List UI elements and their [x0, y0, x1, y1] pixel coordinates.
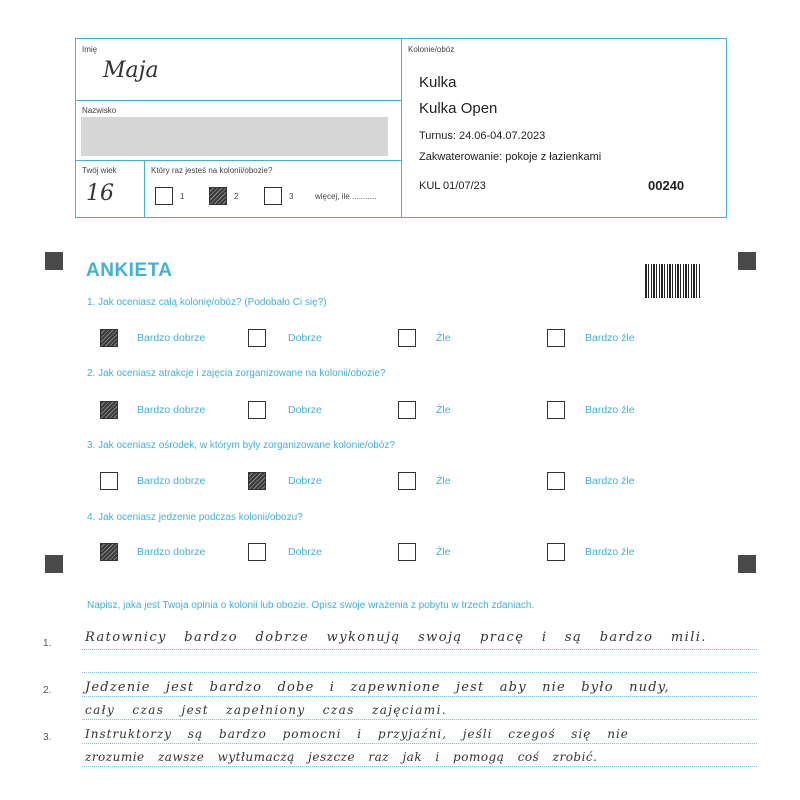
- q2-checkbox-bardzo-zle[interactable]: [547, 401, 565, 419]
- opinion-rule-1: [82, 649, 757, 650]
- header-divider-vertical: [401, 38, 402, 218]
- q4-label-bardzo-zle: Bardzo źle: [585, 546, 635, 558]
- opinion-number-1: 1.: [43, 638, 52, 649]
- registration-mark-bottom-left: [45, 555, 63, 573]
- q3-checkbox-bardzo-dobrze[interactable]: [100, 472, 118, 490]
- question-1: 1. Jak oceniasz całą kolonię/obóz? (Podobało Ci się?): [87, 297, 327, 308]
- registration-mark-top-left: [45, 252, 63, 270]
- opinion-number-2: 2.: [43, 685, 52, 696]
- visit-checkbox-3[interactable]: [264, 187, 282, 205]
- header-divider-h1: [75, 100, 401, 101]
- last-name-label: Nazwisko: [82, 106, 117, 115]
- q3-checkbox-bardzo-zle[interactable]: [547, 472, 565, 490]
- barcode: [645, 264, 701, 298]
- opinion-rule-4: [82, 719, 757, 720]
- visit-checkbox-2[interactable]: [209, 187, 227, 205]
- accommodation-row: [419, 151, 601, 163]
- q1-checkbox-zle[interactable]: [398, 329, 416, 347]
- q3-label-zle: Źle: [436, 475, 451, 487]
- turnus-label: Turnus:: [419, 130, 456, 142]
- visit-option-more: więcej, ile ...........: [315, 192, 377, 201]
- q2-label-bardzo-zle: Bardzo źle: [585, 404, 635, 416]
- q4-checkbox-bardzo-dobrze[interactable]: [100, 543, 118, 561]
- q2-label-bardzo-dobrze: Bardzo dobrze: [137, 404, 206, 416]
- q1-label-bardzo-zle: Bardzo źle: [585, 332, 635, 344]
- opinion-handwriting-line-3: cały czas jest zapełniony czas zajęciami.: [85, 703, 448, 717]
- q4-label-bardzo-dobrze: Bardzo dobrze: [137, 546, 206, 558]
- visit-checkbox-1[interactable]: [155, 187, 173, 205]
- opinion-rule-6: [82, 766, 757, 767]
- header-divider-h2: [75, 160, 401, 161]
- q2-checkbox-bardzo-dobrze[interactable]: [100, 401, 118, 419]
- survey-title: ANKIETA: [86, 260, 173, 281]
- opinion-number-3: 3.: [43, 732, 52, 743]
- q4-label-zle: Źle: [436, 546, 451, 558]
- turnus-value: 24.06-04.07.2023: [458, 130, 546, 142]
- q1-checkbox-dobrze[interactable]: [248, 329, 266, 347]
- visit-option-1: 1: [180, 192, 185, 201]
- registration-mark-top-right: [738, 252, 756, 270]
- question-3: 3. Jak oceniasz ośrodek, w którym były zorganizowane kolonie/obóz?: [87, 440, 395, 451]
- form-number: 00240: [648, 178, 685, 193]
- q1-label-bardzo-dobrze: Bardzo dobrze: [137, 332, 206, 344]
- q1-label-dobrze: Dobrze: [288, 332, 322, 344]
- age-label: Twój wiek: [82, 166, 117, 175]
- q4-checkbox-dobrze[interactable]: [248, 543, 266, 561]
- q3-label-bardzo-dobrze: Bardzo dobrze: [137, 475, 206, 487]
- camp-code: KUL 01/07/23: [419, 180, 486, 192]
- opinion-rule-3: [82, 696, 757, 697]
- opinion-handwriting-line-5: zrozumie zawsze wytłumaczą jeszcze raz jak i pomogą coś zrobić.: [85, 750, 598, 764]
- q3-checkbox-dobrze[interactable]: [248, 472, 266, 490]
- q4-checkbox-zle[interactable]: [398, 543, 416, 561]
- camp-name: Kulka: [419, 74, 457, 91]
- first-name-label: Imię: [82, 45, 98, 54]
- q1-label-zle: Źle: [436, 332, 451, 344]
- opinion-handwriting-line-1: Ratownicy bardzo dobrze wykonują swoją pracę i są bardzo mili.: [85, 630, 707, 645]
- opinion-rule-2: [82, 672, 757, 673]
- q2-label-dobrze: Dobrze: [288, 404, 322, 416]
- question-4: 4. Jak oceniasz jedzenie podczas kolonii/obozu?: [87, 512, 303, 523]
- accommodation-label: Zakwaterowanie:: [419, 151, 503, 163]
- camp-program: Kulka Open: [419, 100, 498, 117]
- q4-label-dobrze: Dobrze: [288, 546, 322, 558]
- q4-checkbox-bardzo-zle[interactable]: [547, 543, 565, 561]
- q2-checkbox-dobrze[interactable]: [248, 401, 266, 419]
- last-name-redacted: [81, 117, 388, 156]
- opinion-prompt: Napisz, jaka jest Twoja opinia o kolonii lub obozie. Opisz swoje wrażenia z pobytu w trzech zdaniach.: [87, 600, 535, 611]
- visit-option-3: 3: [289, 192, 294, 201]
- age-value: 16: [86, 181, 114, 206]
- question-2: 2. Jak oceniasz atrakcje i zajęcia zorganizowane na kolonii/obozie?: [87, 368, 386, 379]
- q1-checkbox-bardzo-dobrze[interactable]: [100, 329, 118, 347]
- opinion-handwriting-line-2: Jedzenie jest bardzo dobe i zapewnione jest aby nie było nudy,: [85, 680, 670, 695]
- first-name-value: Maja: [103, 58, 159, 83]
- accommodation-value: pokoje z łazienkami: [505, 151, 602, 163]
- q1-checkbox-bardzo-zle[interactable]: [547, 329, 565, 347]
- q3-label-dobrze: Dobrze: [288, 475, 322, 487]
- q2-label-zle: Źle: [436, 404, 451, 416]
- header-divider-age: [144, 160, 145, 218]
- q3-checkbox-zle[interactable]: [398, 472, 416, 490]
- visit-count-label: Który raz jesteś na kolonii/obozie?: [151, 166, 273, 175]
- q2-checkbox-zle[interactable]: [398, 401, 416, 419]
- opinion-rule-5: [82, 743, 757, 744]
- q3-label-bardzo-zle: Bardzo źle: [585, 475, 635, 487]
- visit-option-2: 2: [234, 192, 239, 201]
- turnus-row: [419, 130, 545, 142]
- registration-mark-bottom-right: [738, 555, 756, 573]
- opinion-handwriting-line-4: Instruktorzy są bardzo pomocni i przyjaźni, jeśli czegoś się nie: [85, 727, 629, 741]
- camp-label: Kolonie/obóz: [408, 45, 455, 54]
